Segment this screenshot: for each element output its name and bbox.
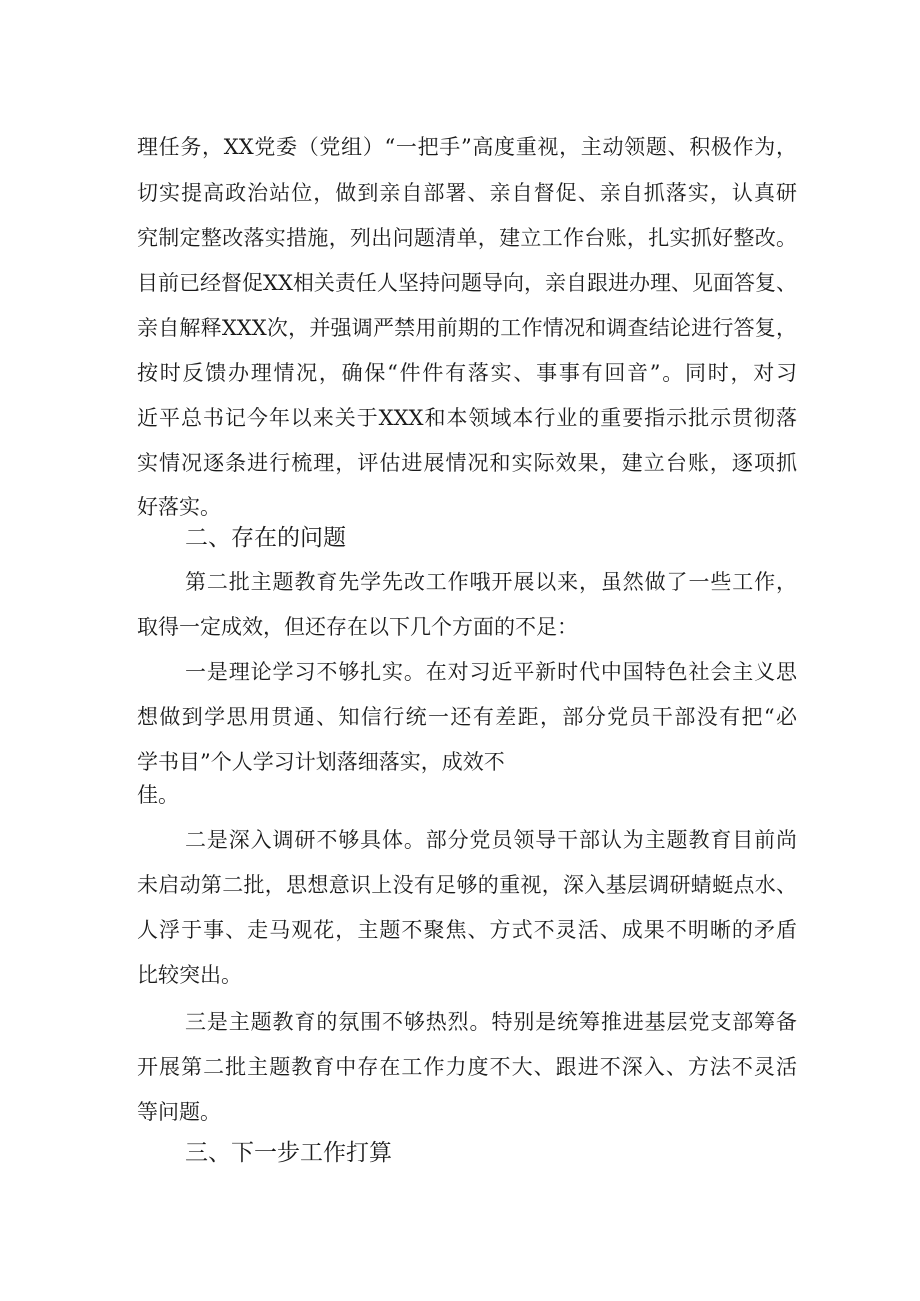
text-line: 理任务，XX党委（党组）“一把手”高度重视，主动领题、积极作为， <box>137 135 797 159</box>
text-line: 人浮于事、走马观花，主题不聚焦、方式不灵活、成果不明晰的矛盾 <box>137 918 797 942</box>
text-line: 等问题。 <box>137 1100 221 1124</box>
text-line: 切实提高政治站位，做到亲自部署、亲自督促、亲自抓落实，认真研 <box>137 181 797 205</box>
text-line: 近平总书记今年以来关于XXX和本领域本行业的重要指示批示贯彻落 <box>137 406 797 430</box>
section-heading-problems: 二、存在的问题 <box>185 525 346 551</box>
text-line: 第二批主题教育先学先改工作哦开展以来，虽然做了一些工作， <box>185 570 797 594</box>
text-line: 比较突出。 <box>137 963 242 987</box>
text-line: 二是深入调研不够具体。部分党员领导干部认为主题教育目前尚 <box>185 828 797 852</box>
text-line: 一是理论学习不够扎实。在对习近平新时代中国特色社会主义思 <box>185 660 797 684</box>
text-line: 想做到学思用贯通、知信行统一还有差距，部分党员干部没有把“必 <box>137 705 797 729</box>
text-line: 学书目”个人学习计划落细落实，成效不 <box>137 750 505 774</box>
text-line: 好落实。 <box>137 495 221 519</box>
text-line: 目前已经督促XX相关责任人坚持问题导向，亲自跟进办理、见面答复、 <box>137 271 797 295</box>
text-line: 未启动第二批，思想意识上没有足够的重视，深入基层调研蜻蜓点水、 <box>137 873 797 897</box>
text-line: 实情况逐条进行梳理，评估进展情况和实际效果，建立台账，逐项抓 <box>137 451 797 475</box>
section-heading-next-steps: 三、下一步工作打算 <box>185 1140 392 1166</box>
text-line: 亲自解释XXX次，并强调严禁用前期的工作情况和调查结论进行答复， <box>137 316 797 340</box>
text-line: 佳。 <box>137 783 179 807</box>
text-line: 开展第二批主题教育中存在工作力度不大、跟进不深入、方法不灵活 <box>137 1055 797 1079</box>
text-line: 按时反馈办理情况，确保“件件有落实、事事有回音”。同时，对习 <box>137 361 797 385</box>
text-line: 三是主题教育的氛围不够热烈。特别是统筹推进基层党支部筹备 <box>185 1010 797 1034</box>
text-line: 取得一定成效，但还存在以下几个方面的不足： <box>137 615 578 639</box>
text-line: 究制定整改落实措施，列出问题清单，建立工作台账，扎实抓好整改。 <box>137 226 797 250</box>
